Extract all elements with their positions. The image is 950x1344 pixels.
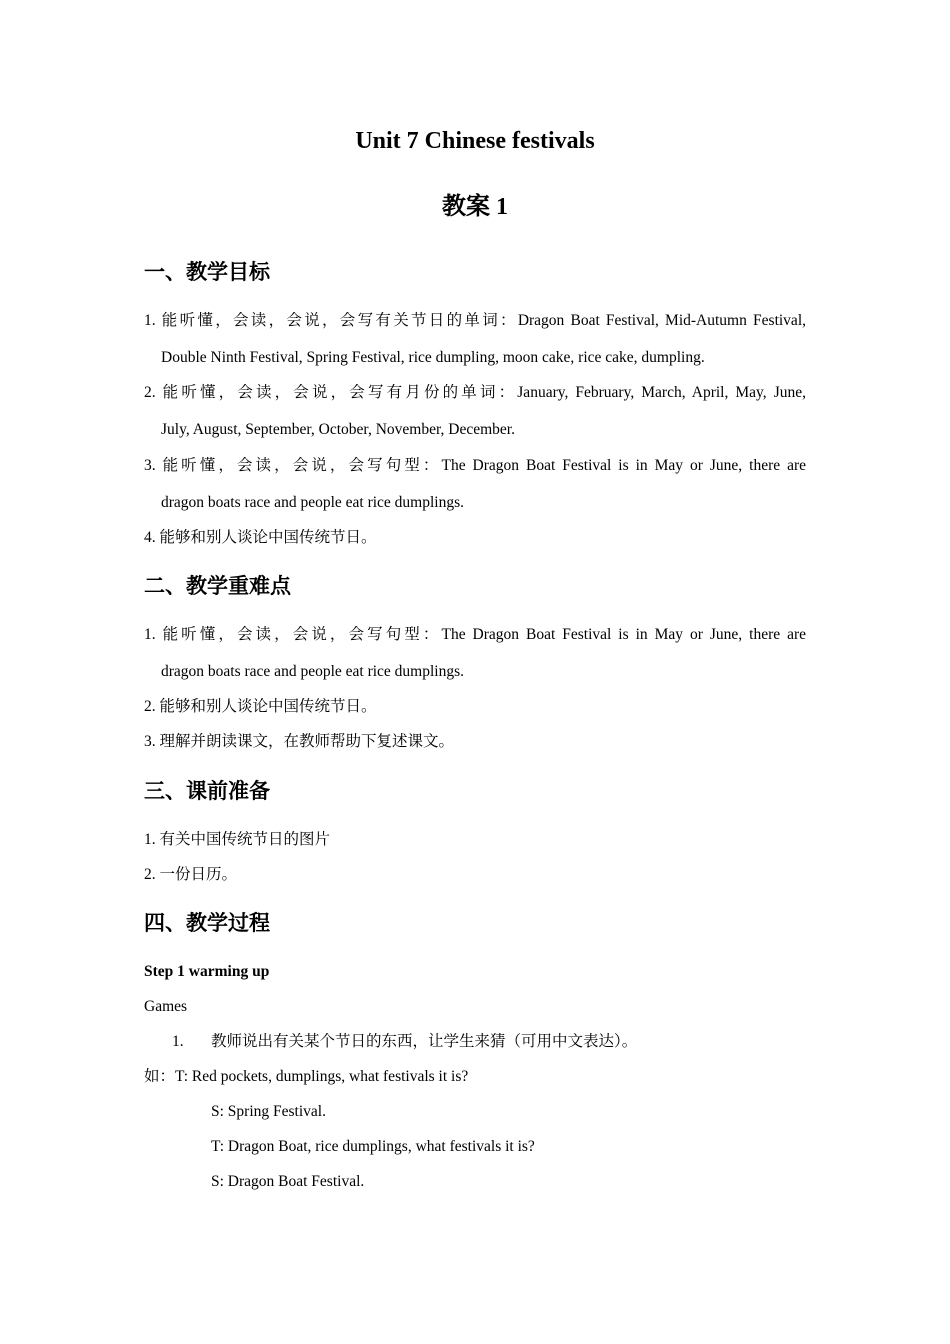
- process-line: 教师说出有关某个节日的东西，让学生来猜（可用中文表达）。: [211, 1033, 638, 1050]
- dialogue-line: S: Dragon Boat Festival.: [211, 1173, 365, 1190]
- dialogue-line: 如：T: Red pockets, dumplings, what festivals it is?: [144, 1068, 469, 1085]
- section-heading-preparation: 三、课前准备: [144, 779, 270, 803]
- objective-line: July, August, September, October, November, December.: [161, 421, 515, 438]
- key-point-line: 1. 能听懂，会读，会说，会写句型：The Dragon Boat Festival is in May or June, there are: [144, 626, 806, 643]
- key-point-line: dragon boats race and people eat rice dumplings.: [161, 663, 464, 680]
- objective-line: 3. 能听懂，会读，会说，会写句型：The Dragon Boat Festival is in May or June, there are: [144, 457, 806, 474]
- document-subtitle: 教案 1: [442, 194, 508, 220]
- step-heading: Step 1 warming up: [144, 963, 270, 980]
- key-point-line: 3. 理解并朗读课文，在教师帮助下复述课文。: [144, 733, 455, 750]
- objective-line: Double Ninth Festival, Spring Festival, rice dumpling, moon cake, rice cake, dumpling.: [161, 349, 705, 366]
- section-heading-process: 四、教学过程: [144, 911, 270, 935]
- preparation-line: 1. 有关中国传统节日的图片: [144, 831, 331, 848]
- dialogue-line: T: Dragon Boat, rice dumplings, what festivals it is?: [211, 1138, 535, 1155]
- objective-line: 2. 能听懂，会读，会说，会写有月份的单词：January, February, March, April, May, June,: [144, 384, 806, 401]
- dialogue-line: S: Spring Festival.: [211, 1103, 326, 1120]
- key-point-line: 2. 能够和别人谈论中国传统节日。: [144, 698, 377, 715]
- list-number: 1.: [172, 1033, 184, 1050]
- section-heading-objectives: 一、教学目标: [144, 260, 270, 284]
- objective-line: 1. 能听懂，会读，会说，会写有关节日的单词：Dragon Boat Festival, Mid-Autumn Festival,: [144, 312, 806, 329]
- document-title: Unit 7 Chinese festivals: [355, 128, 595, 154]
- preparation-line: 2. 一份日历。: [144, 866, 238, 883]
- objective-line: dragon boats race and people eat rice dumplings.: [161, 494, 464, 511]
- process-line: Games: [144, 998, 188, 1015]
- section-heading-key-points: 二、教学重难点: [144, 574, 291, 598]
- objective-line: 4. 能够和别人谈论中国传统节日。: [144, 529, 377, 546]
